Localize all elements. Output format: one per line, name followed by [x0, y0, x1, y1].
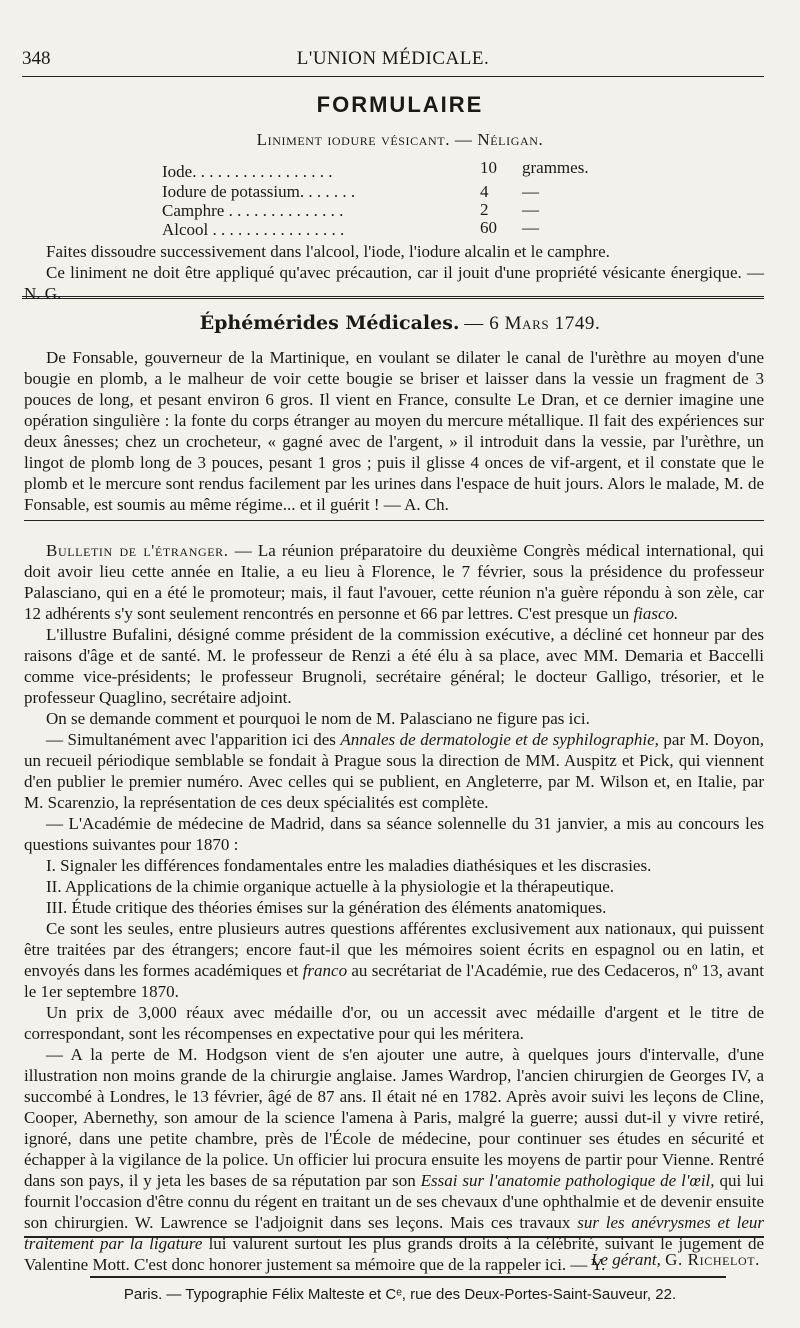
bulletin-paragraph: Un prix de 3,000 réaux avec médaille d'or, ou un accessit avec médaille d'argent et le titre de correspondant, sont les récompenses en expectative pour qui les méritera.	[24, 1003, 764, 1043]
ingredient-qty: 10	[480, 158, 497, 177]
ephemerides-title: Éphémérides Médicales.	[199, 312, 460, 334]
journal-title: L'UNION MÉDICALE.	[296, 48, 490, 69]
imprint-rule	[90, 1276, 726, 1278]
ingredient-name: Camphre . . . . . . . . . . . . . .	[162, 201, 344, 220]
ingredient-name: Iodure de potassium. . . . . . .	[162, 182, 356, 201]
bulletin-paragraph: — Simultanément avec l'apparition ici des	[46, 730, 336, 749]
signature	[591, 1250, 760, 1270]
bulletin-paragraph: lui valurent surtout les plus grands droits à la célébrité, suivant le jugement de Valentine Mott. C'est donc honorer justement sa mémoire que de la rappeler ici. — Y.	[24, 1234, 764, 1274]
note-text: Ce liniment ne doit être appliqué qu'avec précaution, car il jouit d'une propriété vésicante énergique. — N. G.	[24, 263, 764, 303]
bulletin-paragraph: — La réunion préparatoire du deuxième Congrès médical international, qui doit avoir lieu cette année en Italie, a eu lieu à Florence, le 7 février, sous la présidence du professeur Palasciano, qui en a été le promoteur; mais, il faut l'avouer, cette réunion n'a guère répondu à son zèle, car 12 adhérents s'y sont seulement rencontrés en personne et 66 par lettres. C'est presque un	[24, 541, 765, 623]
formulaire-instructions	[46, 241, 762, 262]
bulletin-heading: Bulletin de l'étranger.	[46, 541, 229, 560]
signature-label: Le gérant,	[590, 1250, 661, 1269]
section-divider	[22, 296, 764, 299]
bulletin-paragraph: — A la perte de M. Hodgson vient de s'en ajouter une autre, à quelques jours d'intervalle, d'une illustration non moins grande de la chirurgie anglaise. James Wardrop, l'ancien chirurgien de Georges IV, a succombé à Londres, le 13 février, âgé de 87 ans. Il était né en 1782. Après avoir suivi les leçons de Cline, Cooper, Abernethy, son amour de la science l'amena à Paris, malgré la guerre; aussi dut-il y vivre retiré, ignoré, dans une petite chambre, près de l'École de médecine, pour continuer ses études en sécurité et échapper à la vigilance de la police. Un officier lui procura ensuite les moyens de partir pour Vienne. Rentré dans son pays, il y jeta les bases de sa réputation par son	[24, 1045, 764, 1190]
signature-name: G. Richelot.	[665, 1250, 760, 1269]
ingredient-unit: —	[522, 182, 539, 201]
formulaire-title: FORMULAIRE	[316, 92, 484, 117]
footer-rule	[24, 1236, 764, 1238]
book-title-italic: Essai sur l'anatomie pathologique de l'œil,	[420, 1171, 715, 1190]
section-divider	[24, 520, 764, 521]
question-item: III. Étude critique des théories émises sur la génération des éléments anatomiques.	[46, 898, 607, 917]
ingredient-unit: grammes.	[522, 158, 589, 177]
imprint: Paris. — Typographie Félix Malteste et Cᵉ, rue des Deux-Portes-Saint-Sauveur, 22.	[123, 1286, 677, 1303]
ingredient-unit: —	[522, 218, 539, 237]
ingredient-name: Alcool . . . . . . . . . . . . . . . .	[162, 220, 345, 239]
instructions-text: Faites dissoudre successivement dans l'alcool, l'iode, l'iodure alcalin et le camphre.	[46, 242, 610, 261]
ephemerides-date: — 6 Mars 1749.	[464, 313, 601, 334]
page-number: 348	[22, 48, 51, 69]
question-item: II. Applications de la chimie organique actuelle à la physiologie et la thérapeutique.	[46, 877, 615, 896]
journal-name-italic: Annales de dermatologie et de syphilographie,	[340, 730, 659, 749]
ephemerides-body	[24, 347, 764, 515]
ingredient-qty: 4	[480, 182, 489, 201]
bulletin-paragraph: — L'Académie de médecine de Madrid, dans sa séance solennelle du 31 janvier, a mis au concours les questions suivantes pour 1870 :	[24, 814, 764, 854]
header-rule	[22, 76, 764, 77]
bulletin-paragraph: Ce sont les seules, entre plusieurs autres questions afférentes exclusivement aux nationaux, qui puissent être traitées par des étrangers; encore faut-il que les mémoires soient écrits en espagnol ou en latin, et envoyés dans les formes académiques et	[24, 919, 764, 980]
ephemerides-heading	[0, 312, 800, 335]
running-head	[22, 48, 764, 74]
bulletin-paragraph: On se demande comment et pourquoi le nom de M. Palasciano ne figure pas ici.	[46, 709, 590, 728]
bulletin-paragraph: au secrétariat de l'Académie, rue des Cedaceros, nº 13, avant le 1er septembre 1870.	[24, 961, 764, 1001]
ingredient-unit: —	[522, 200, 539, 219]
bulletin-paragraph: qui lui fournit l'occasion d'être connu du régent en traitant un de ses chevaux d'une ophthalmie et de devenir ensuite son chirurgien. W. Lawrence se l'adjoignit dans ses leçons. Mais ces travaux	[24, 1171, 765, 1232]
question-item: I. Signaler les différences fondamentales entre les maladies diathésiques et les discrasies.	[46, 856, 652, 875]
bulletin-italic: fiasco.	[633, 604, 679, 623]
ingredient-qty: 2	[480, 200, 489, 219]
recipe-title: Liniment iodure vésicant. — Néligan.	[256, 130, 544, 149]
book-title-italic: sur les anévrysmes et leur traitement par la ligature	[24, 1213, 764, 1253]
bulletin-italic: franco	[302, 961, 348, 980]
bulletin	[24, 540, 764, 1275]
bulletin-paragraph: L'illustre Bufalini, désigné comme président de la commission exécutive, a décliné cet honneur par des raisons d'âge et de santé. M. le professeur de Renzi a été élu à sa place, avec MM. Demaria et Baccelli comme vice-présidents; le professeur Brugnoli, secrétaire général; le docteur Galligo, trésorier, et le professeur Quaglino, secrétaire adjoint.	[24, 625, 764, 707]
bulletin-paragraph: par M. Doyon, un recueil périodique semblable se fondait à Prague sous la direction de MM. Auspitz et Pick, qui viennent d'en publier le premier numéro. Avec celles qui se publient, en Angleterre, par M. Wilson et, en Italie, par M. Scarenzio, la représentation de ces deux spécialités est complète.	[24, 730, 764, 812]
ingredient-qty: 60	[480, 218, 497, 237]
ephemerides-text: De Fonsable, gouverneur de la Martinique, en voulant se dilater le canal de l'urèthre au moyen d'une bougie en plomb, a le malheur de voir cette bougie se briser et laisser dans la vessie un fragment de 3 pouces de long, et pesant environ 6 gros. Il vient en France, consulte Le Dran, et ce dernier imagine une opération singulière : la fonte du corps étranger au moyen du mercure métallique. Il fait des expériences sur deux ânesses; chez un crocheteur, « gagné avec de l'argent, » il introduit dans la vessie, par l'urèthre, un lingot de plomb long de 3 pouces, pesant 1 gros ; puis il glisse 4 onces de vif-argent, et il constate que le plomb et le mercure sont rendus facilement par les urines dans l'espace de huit jours. Alors le malade, M. de Fonsable, est soumis au même régime... et il guérit ! — A. Ch.	[24, 348, 764, 514]
ingredient-name: Iode. . . . . . . . . . . . . . . . .	[162, 162, 333, 181]
